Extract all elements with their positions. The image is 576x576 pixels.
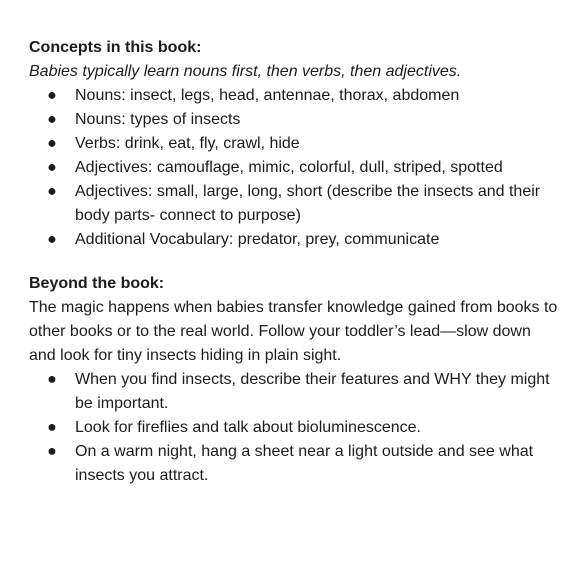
list-item-text: Adjectives: small, large, long, short (describe the insects and their body parts- connect to purpose) [75, 183, 541, 224]
list-item [29, 416, 559, 440]
list-item-text: When you find insects, describe their features and WHY they might be important. [75, 371, 550, 412]
list-item [29, 368, 559, 416]
list-item-text: Look for fireflies and talk about bioluminescence. [75, 419, 421, 436]
beyond-heading: Beyond the book: [29, 275, 165, 292]
list-item [29, 228, 559, 252]
bullet-icon: ● [47, 371, 57, 388]
list-item [29, 180, 559, 228]
concepts-intro: Babies typically learn nouns first, then verbs, then adjectives. [29, 63, 462, 80]
bullet-icon: ● [47, 419, 57, 436]
bullet-icon: ● [47, 135, 57, 152]
list-item-text: Nouns: insect, legs, head, antennae, thorax, abdomen [75, 87, 460, 104]
beyond-section [29, 272, 559, 488]
list-item-text: On a warm night, hang a sheet near a light outside and see what insects you attract. [75, 443, 534, 484]
list-item [29, 440, 559, 488]
bullet-icon: ● [47, 231, 57, 248]
beyond-list [29, 368, 559, 488]
beyond-paragraph: The magic happens when babies transfer knowledge gained from books to other books or to the real world. Follow your toddler’s lead—slow down and look for tiny insects hiding in plain sight. [29, 299, 558, 364]
bullet-icon: ● [47, 443, 57, 460]
concepts-section [29, 36, 559, 252]
bullet-icon: ● [47, 183, 57, 200]
list-item [29, 132, 559, 156]
bullet-icon: ● [47, 159, 57, 176]
concepts-heading: Concepts in this book: [29, 39, 202, 56]
list-item-text: Nouns: types of insects [75, 111, 241, 128]
document-page [29, 36, 559, 488]
list-item-text: Adjectives: camouflage, mimic, colorful, dull, striped, spotted [75, 159, 503, 176]
list-item [29, 156, 559, 180]
list-item-text: Verbs: drink, eat, fly, crawl, hide [75, 135, 300, 152]
bullet-icon: ● [47, 87, 57, 104]
list-item [29, 108, 559, 132]
list-item [29, 84, 559, 108]
section-divider-space [29, 252, 559, 272]
bullet-icon: ● [47, 111, 57, 128]
list-item-text: Additional Vocabulary: predator, prey, communicate [75, 231, 440, 248]
concepts-list [29, 84, 559, 252]
